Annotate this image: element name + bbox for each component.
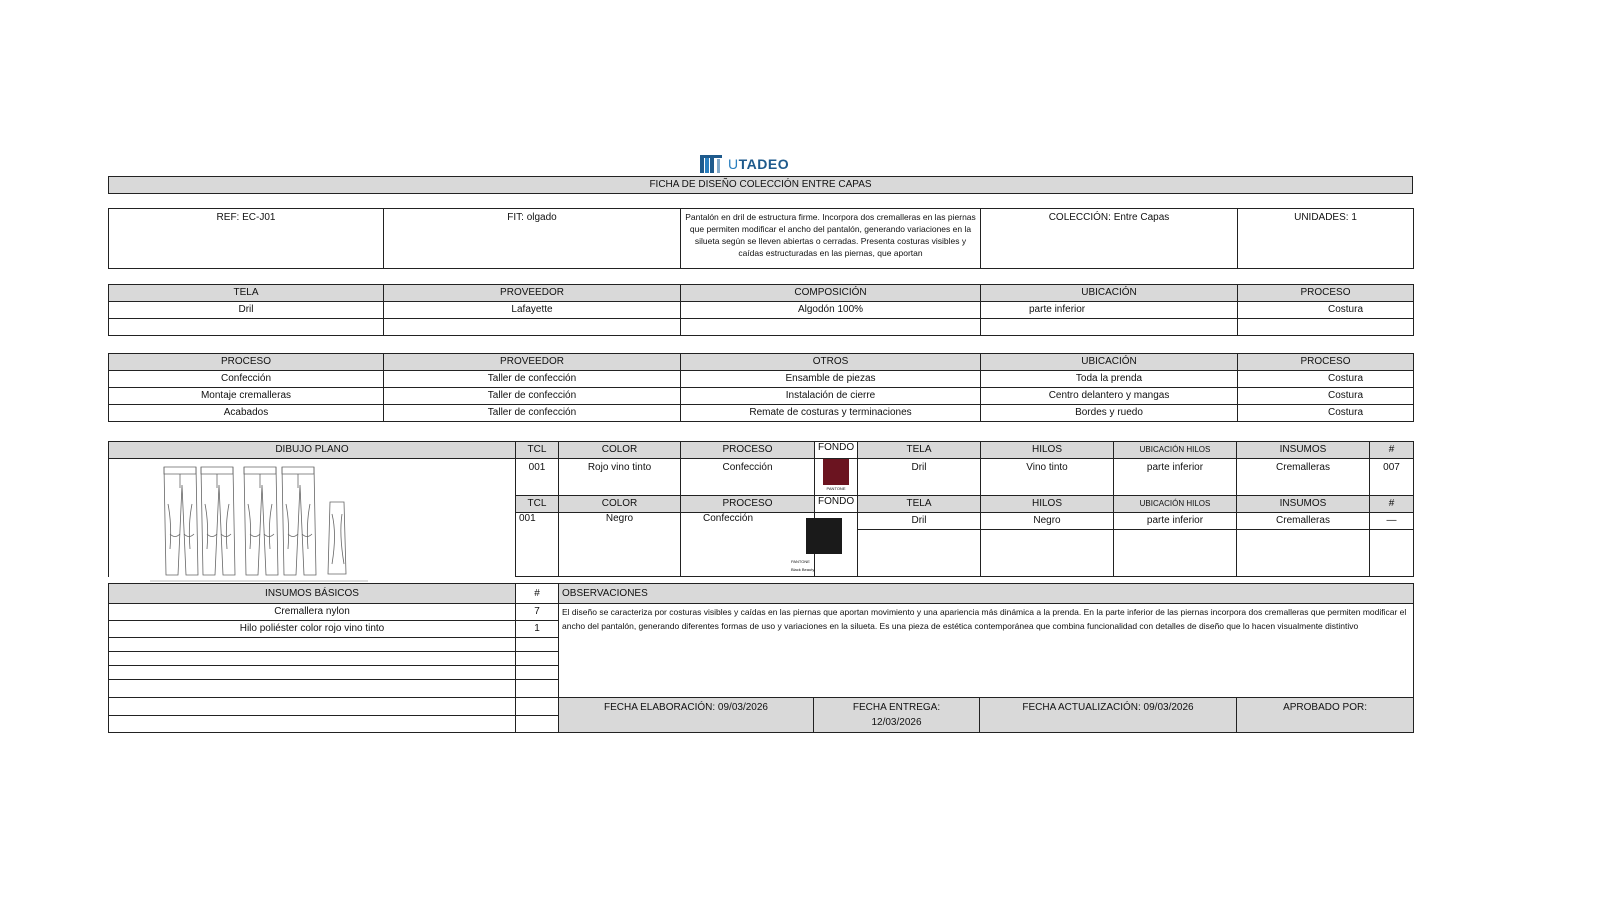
- process-cell: Bordes y ruedo: [981, 405, 1238, 422]
- design-header: INSUMOS: [1237, 496, 1370, 513]
- variant-cell: parte inferior: [1114, 513, 1237, 530]
- process-cell: Costura: [1238, 371, 1414, 388]
- black-swatch: [806, 518, 842, 554]
- swatch-sublabel: Black Beauty: [791, 567, 815, 572]
- process-table: [108, 353, 1414, 422]
- design-header: INSUMOS: [1237, 442, 1370, 459]
- insumos-num-header: #: [516, 584, 559, 604]
- fabric-cell: parte inferior: [981, 302, 1238, 319]
- variant-cell: Rojo vino tinto: [559, 459, 681, 496]
- variant-cell: Dril: [858, 513, 981, 530]
- process-cell: Taller de confección: [384, 405, 681, 422]
- fabric-header: PROCESO: [1238, 285, 1414, 302]
- process-cell: Confección: [109, 371, 384, 388]
- design-header: TCL: [516, 496, 559, 513]
- drawing-header: DIBUJO PLANO: [109, 442, 516, 459]
- swatch-cell: [791, 513, 858, 577]
- design-header: TELA: [858, 442, 981, 459]
- process-header: OTROS: [681, 354, 981, 371]
- coleccion-cell: COLECCIÓN: Entre Capas: [981, 209, 1238, 269]
- variant-cell: 007: [1370, 459, 1414, 496]
- wine-swatch: [823, 459, 849, 485]
- table-row: [109, 371, 1414, 388]
- unidades-cell: UNIDADES: 1: [1238, 209, 1414, 269]
- fabric-header: UBICACIÓN: [981, 285, 1238, 302]
- design-header: PROCESO: [681, 442, 815, 459]
- variant-cell: Vino tinto: [981, 459, 1114, 496]
- design-header: FONDO: [815, 496, 858, 513]
- fabric-header: COMPOSICIÓN: [681, 285, 981, 302]
- variant-cell: Negro: [559, 513, 681, 577]
- variant-cell: —: [1370, 513, 1414, 530]
- process-cell: Montaje cremalleras: [109, 388, 384, 405]
- fabric-header: PROVEEDOR: [384, 285, 681, 302]
- variant-cell: Confección: [681, 513, 815, 577]
- utadeo-logo: [700, 154, 820, 174]
- bottom-table: [108, 583, 1414, 733]
- description-cell: Pantalón en dril de estructura firme. Incorpora dos cremalleras en las piernas que permiten modificar el ancho del pantalón, generando variaciones en la silueta según se lleven abiertas o cerradas. Presenta costuras visibles y caídas estructuradas en las piernas, que aportan: [681, 209, 981, 269]
- insumo-name: Hilo poliéster color rojo vino tinto: [109, 621, 516, 638]
- table-row: [109, 388, 1414, 405]
- observaciones-text: El diseño se caracteriza por costuras visibles y caídas en las piernas que aportan movimiento y una apariencia más dinámica a la prenda. En la parte inferior de las piernas incorpora dos cremalleras que permiten modificar el ancho del pantalón, generando diferentes formas de uso y variaciones en la silueta. Es una pieza de estética contemporánea que combina funcionalidad con detalles de diseño que lo hacen visualmente distintivo: [559, 604, 1414, 698]
- logo-wordmark: UTADEO: [728, 156, 790, 172]
- fecha-entrega: [814, 698, 980, 733]
- design-header: UBICACIÓN HILOS: [1114, 496, 1237, 513]
- insumos-header: INSUMOS BÁSICOS: [109, 584, 516, 604]
- footer-row: [109, 698, 1414, 716]
- design-header: TELA: [858, 496, 981, 513]
- info-table: [108, 208, 1414, 269]
- table-row-empty: [109, 319, 1414, 336]
- design-header: COLOR: [559, 496, 681, 513]
- design-header: COLOR: [559, 442, 681, 459]
- design-header: TCL: [516, 442, 559, 459]
- fabric-header: TELA: [109, 285, 384, 302]
- swatch-cell: [815, 459, 858, 496]
- fit-cell: FIT: olgado: [384, 209, 681, 269]
- fecha-elaboracion: FECHA ELABORACIÓN: 09/03/2026: [559, 698, 814, 733]
- variant-cell: Cremalleras: [1237, 513, 1370, 530]
- fabric-cell: Lafayette: [384, 302, 681, 319]
- observaciones-header: OBSERVACIONES: [559, 584, 1414, 604]
- variant-cell: 001: [516, 459, 559, 496]
- design-header: #: [1370, 496, 1414, 513]
- insumo-name: Cremallera nylon: [109, 604, 516, 621]
- variant-cell: parte inferior: [1114, 459, 1237, 496]
- table-row: [109, 405, 1414, 422]
- process-cell: Toda la prenda: [981, 371, 1238, 388]
- fecha-actualizacion: FECHA ACTUALIZACIÓN: 09/03/2026: [980, 698, 1237, 733]
- variant-cell: Cremalleras: [1237, 459, 1370, 496]
- process-cell: Centro delantero y mangas: [981, 388, 1238, 405]
- process-cell: Taller de confección: [384, 371, 681, 388]
- pants-sketch-icon: [150, 464, 370, 582]
- design-header: FONDO: [815, 442, 858, 459]
- variant-cell: Dril: [858, 459, 981, 496]
- table-row: [109, 302, 1414, 319]
- process-cell: Acabados: [109, 405, 384, 422]
- fabric-cell: Costura: [1238, 302, 1414, 319]
- fabric-cell: Dril: [109, 302, 384, 319]
- process-cell: Instalación de cierre: [681, 388, 981, 405]
- table-row: [109, 604, 1414, 621]
- process-cell: Costura: [1238, 388, 1414, 405]
- swatch-label: PANTONE: [791, 559, 810, 564]
- logo-emblem-icon: [700, 155, 724, 173]
- variant-cell: Negro: [981, 513, 1114, 530]
- process-cell: Remate de costuras y terminaciones: [681, 405, 981, 422]
- process-cell: Ensamble de piezas: [681, 371, 981, 388]
- process-header: PROVEEDOR: [384, 354, 681, 371]
- design-header: #: [1370, 442, 1414, 459]
- process-header: PROCESO: [109, 354, 384, 371]
- design-header: PROCESO: [681, 496, 815, 513]
- process-header: PROCESO: [1238, 354, 1414, 371]
- variant-cell: Confección: [681, 459, 815, 496]
- document-title: FICHA DE DISEÑO COLECCIÓN ENTRE CAPAS: [108, 176, 1413, 194]
- ref-cell: REF: EC-J01: [109, 209, 384, 269]
- fecha-entrega-date: 12/03/2026: [871, 717, 922, 728]
- variant-cell: 001: [516, 513, 559, 577]
- design-header: HILOS: [981, 496, 1114, 513]
- flat-drawing: [150, 464, 370, 582]
- process-cell: Costura: [1238, 405, 1414, 422]
- insumo-qty: 7: [516, 604, 559, 621]
- insumo-qty: 1: [516, 621, 559, 638]
- design-header: HILOS: [981, 442, 1114, 459]
- fabric-table: [108, 284, 1414, 336]
- fabric-cell: Algodón 100%: [681, 302, 981, 319]
- aprobado-por: APROBADO POR:: [1237, 698, 1414, 733]
- process-cell: Taller de confección: [384, 388, 681, 405]
- design-header: UBICACIÓN HILOS: [1114, 442, 1237, 459]
- process-header: UBICACIÓN: [981, 354, 1238, 371]
- fecha-entrega-label: FECHA ENTREGA:: [852, 702, 941, 713]
- swatch-label: PANTONE: [826, 486, 846, 491]
